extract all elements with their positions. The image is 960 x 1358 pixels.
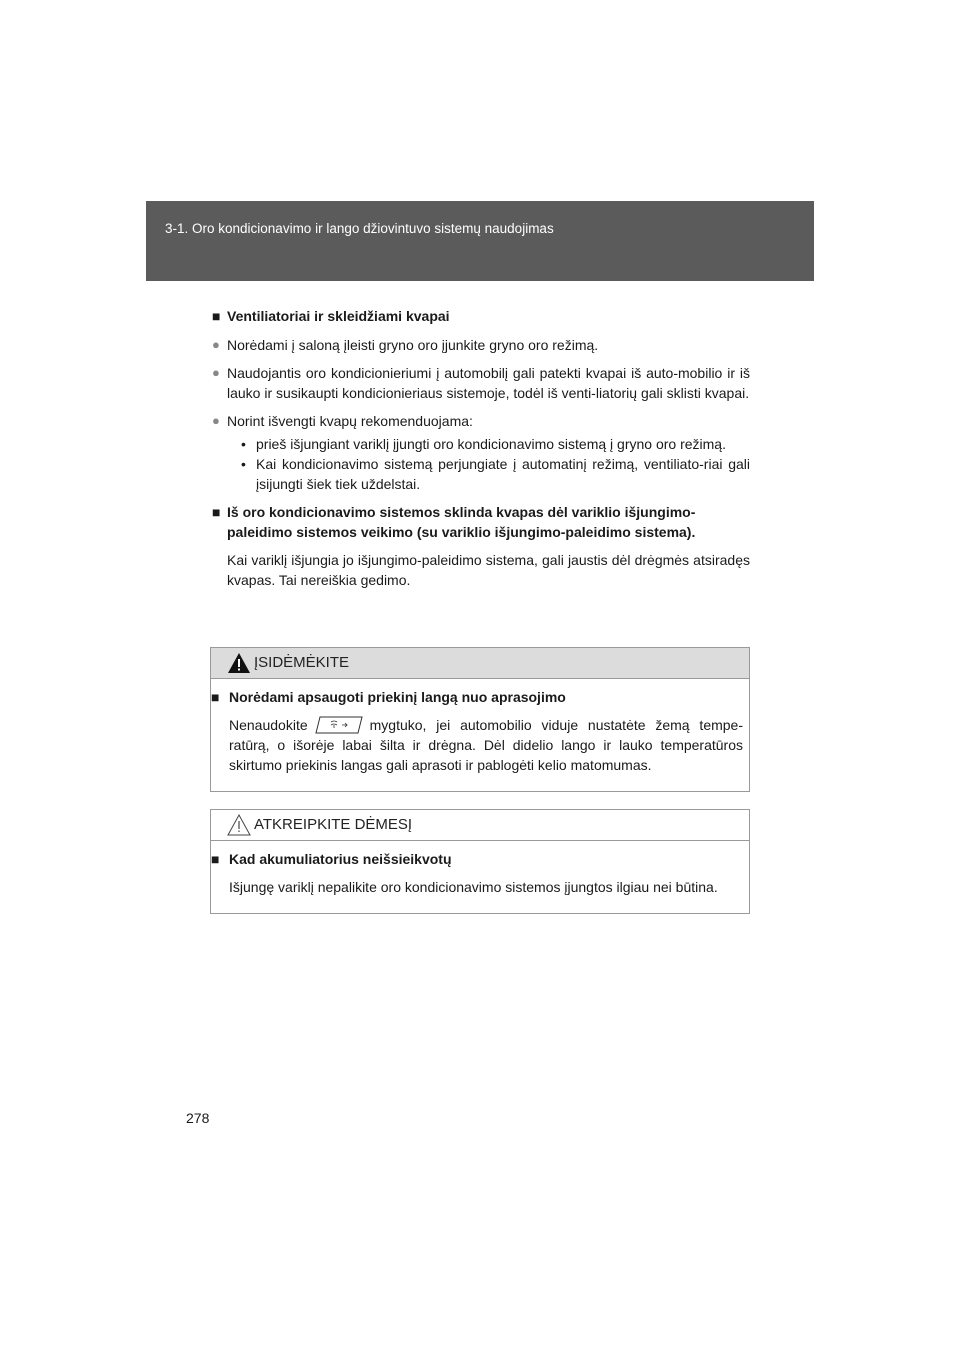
warning-triangle-icon: [227, 652, 251, 674]
list-item: ● Norėdami į saloną įleisti gryno oro įjunkite gryno oro režimą.: [212, 337, 599, 353]
caution-title: ĮSIDĖMĖKITE: [254, 654, 350, 671]
section-header-bar: [146, 201, 814, 281]
notice-title: ATKREIPKITE DĖMESĮ: [254, 816, 413, 833]
square-bullet-icon: ■: [211, 689, 220, 705]
page-number: 278: [186, 1110, 210, 1126]
sub-list-item: • prieš išjungiant variklį įjungti oro kondicionavimo sistemą į gryno oro režimą.: [241, 436, 726, 452]
square-bullet-icon: ■: [211, 851, 220, 867]
paragraph: Kai variklį išjungia jo išjungimo-paleidimo sistema, gali jaustis dėl drėgmės atsiradęs kvapas. Tai nereiškia gedimo.: [227, 552, 750, 588]
circle-bullet-icon: ●: [212, 365, 220, 380]
windshield-defogger-button-icon: [314, 715, 364, 735]
square-bullet-icon: ■: [212, 308, 221, 324]
notice-box-header: [211, 810, 749, 841]
list-item: ● Norint išvengti kvapų rekomenduojama:: [212, 413, 473, 429]
caution-box: [210, 647, 750, 792]
circle-bullet-icon: ●: [212, 413, 220, 428]
notice-heading: ■ Kad akumuliatorius neišsieikvotų: [211, 851, 452, 867]
circle-bullet-icon: ●: [212, 337, 220, 352]
section-title: 3-1. Oro kondicionavimo ir lango džiovintuvo sistemų naudojimas: [165, 221, 554, 236]
notice-triangle-icon: [227, 814, 251, 836]
notice-box-body: [211, 841, 749, 913]
sub-list-item: • Kai kondicionavimo sistemą perjungiate į automatinį režimą, ventiliato-riai gali įsijungti šiek tiek uždelstai.: [241, 456, 750, 492]
notice-box: [210, 809, 750, 914]
small-bullet-icon: •: [241, 436, 246, 452]
caution-box-header: [211, 648, 749, 679]
caution-paragraph: Nenaudokite mygtuko, jei automobilio viduje nustatėte žemą tempe-ratūrą, o išorėje labai šilta ir drėgna. Dėl didelio lango ir lauko temperatūros skirtumo priekinis langas gali aprasoti ir pablogėti kelio matomumas.: [229, 717, 743, 773]
caution-box-body: [211, 679, 749, 791]
main-content: [212, 306, 750, 590]
section-heading-fans-odors: ■ Ventiliatoriai ir skleidžiami kvapai: [212, 308, 450, 324]
square-bullet-icon: ■: [212, 504, 221, 520]
caution-heading: ■ Norėdami apsaugoti priekinį langą nuo aprasojimo: [211, 689, 566, 705]
list-item: ● Naudojantis oro kondicionieriumi į automobilį gali patekti kvapai iš auto-mobilio ir iš lauko ir susikaupti kondicionieriaus sistemoje, todėl iš venti-liatorių gali sklisti kvapai.: [212, 365, 750, 401]
notice-paragraph: Išjungę variklį nepalikite oro kondicionavimo sistemos įjungtos ilgiau nei būtina.: [229, 879, 718, 895]
section-heading-stop-start-odor: ■ Iš oro kondicionavimo sistemos sklinda kvapas dėl variklio išjungimo-paleidimo sistemos veikimo (su variklio išjungimo-paleidimo sistema).: [212, 504, 696, 540]
small-bullet-icon: •: [241, 456, 246, 472]
